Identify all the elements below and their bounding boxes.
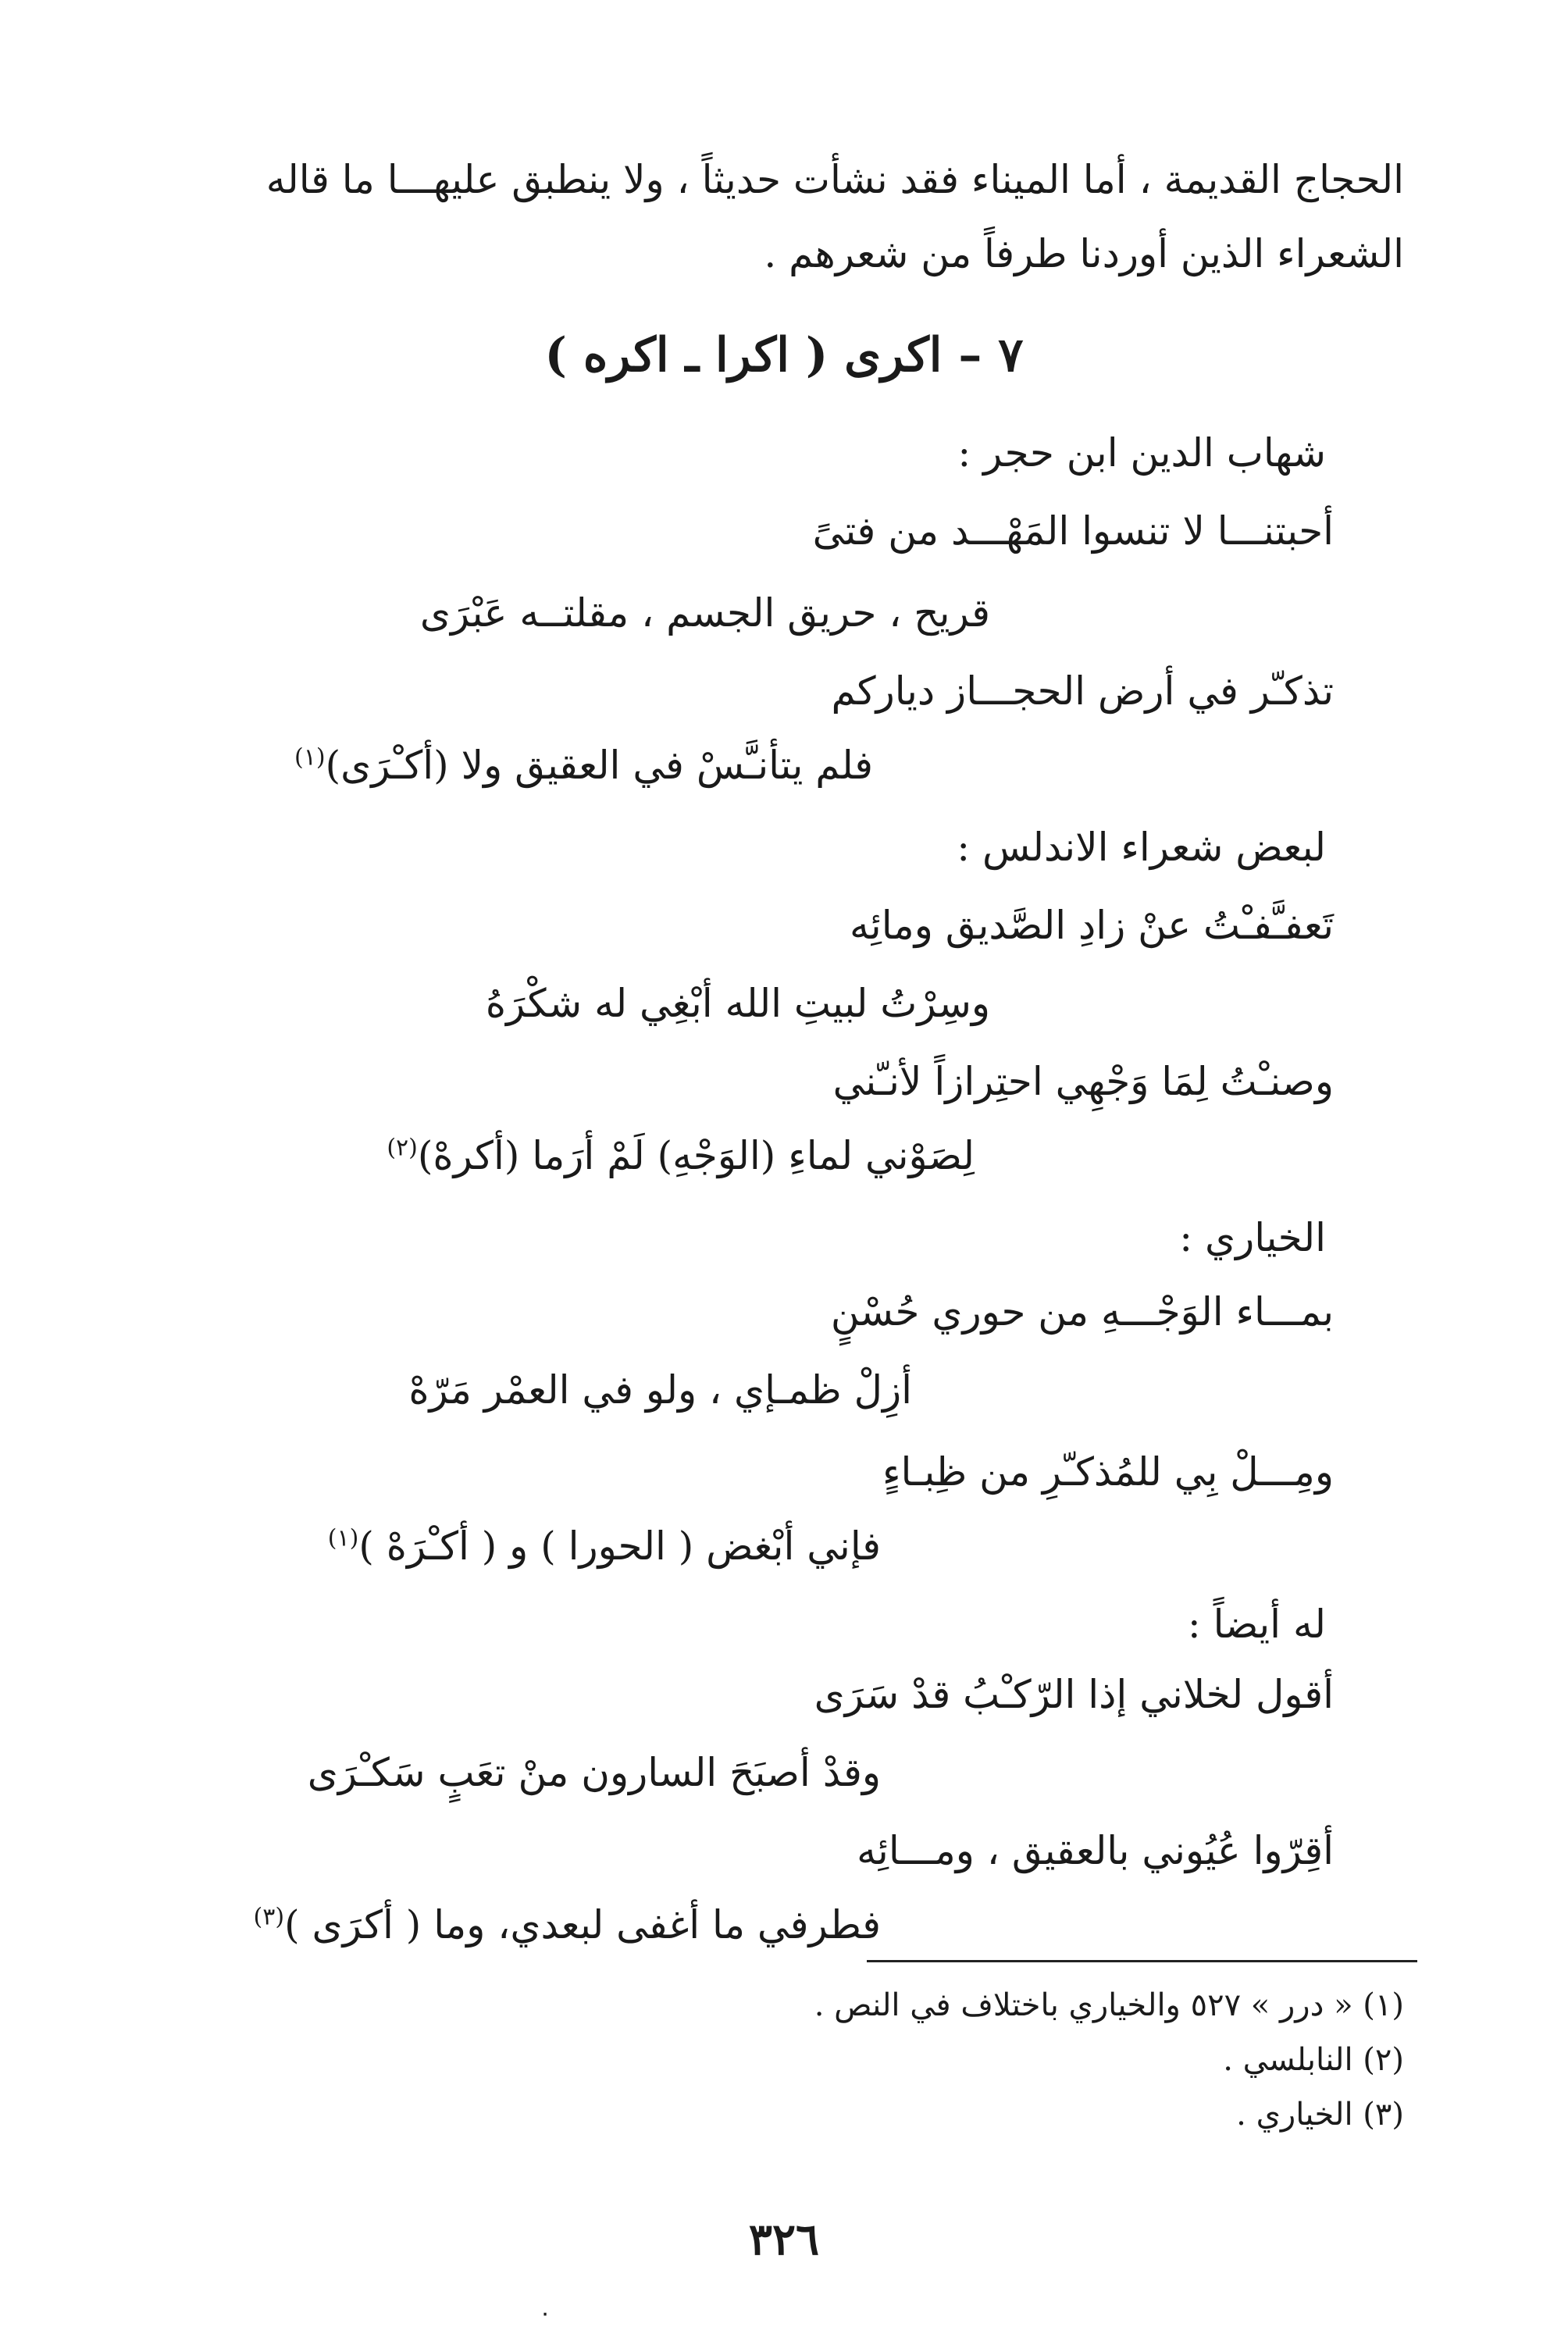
footnote-1: (١) « درر » ٥٢٧ والخياري باختلاف في النص .: [814, 1987, 1404, 2023]
poem2-line-4-text: لِصَوْني لماءِ (الوَجْهِ) لَمْ أرَما (أكرهْ): [417, 1133, 975, 1178]
poem4-line-1: أقول لخلاني إذا الرّكـْبُ قدْ سَرَى: [814, 1672, 1334, 1717]
poem2-line-1: تَعفـَّفـْتُ عنْ زادِ الصَّديق ومائِه: [849, 903, 1334, 948]
footnote-divider: [867, 1960, 1417, 1962]
poem2-footnote-mark: (٢): [387, 1134, 418, 1162]
poem2-line-3: وصنـْتُ لِمَا وَجْهِي احتِرازاً لأنـّني: [832, 1059, 1334, 1104]
poem1-footnote-mark: (١): [294, 743, 326, 772]
poem1-attribution: شهاب الدين ابن حجر :: [957, 430, 1326, 476]
poem1-line-4-text: فلم يتأنـَّسْ في العقيق ولا (أكـْرَى): [325, 743, 873, 788]
poem2-line-2: وسِرْتُ لبيتِ الله أبْغِي له شكْرَهُ: [485, 981, 990, 1026]
poem4-line-4-text: فطرفي ما أغفى لبعدي، وما ( أكرَى ): [284, 1902, 881, 1947]
poem3-line-1: بمـــاء الوَجْـــهِ من حوري حُسْنٍ: [830, 1289, 1334, 1335]
poem2-line-4: [387, 1133, 975, 1178]
footnote-2: (٢) النابلسي .: [1223, 2042, 1404, 2078]
footnote-3: (٣) الخياري .: [1236, 2097, 1404, 2133]
poem1-line-4: [294, 743, 873, 788]
poem4-line-4: [253, 1902, 881, 1947]
print-speck: ٠: [539, 2300, 552, 2327]
poem3-footnote-mark: (١): [327, 1524, 359, 1552]
poem1-line-2: قريح ، حريق الجسم ، مقلتــه عَبْرَى: [419, 590, 990, 636]
prose-line-1: الحجاج القديمة ، أما الميناء فقد نشأت حديثاً ، ولا ينطبق عليهـــا ما قاله: [265, 157, 1404, 202]
poem4-attribution: له أيضاً :: [1187, 1602, 1326, 1647]
poem3-line-3: ومِـــلْ بِي للمُذكـّرِ من ظِبـاءٍ: [882, 1449, 1334, 1495]
poem3-attribution: الخياري :: [1179, 1215, 1326, 1260]
poem1-line-3: تذكـّر في أرض الحجـــاز دياركم: [831, 668, 1334, 714]
poem3-line-4: [327, 1523, 881, 1569]
poem2-attribution: لبعض شعراء الاندلس :: [957, 825, 1326, 870]
poem4-line-2: وقدْ أصبَحَ السارون منْ تعَبٍ سَكـْرَى: [307, 1750, 881, 1795]
poem4-line-3: أقِرّوا عُيُوني بالعقيق ، ومـــائِه: [857, 1828, 1334, 1873]
section-heading: ٧ – اكرى ( اكرا ـ اكره ): [544, 328, 1024, 383]
prose-line-2: الشعراء الذين أوردنا طرفاً من شعرهم .: [764, 231, 1404, 276]
poem3-line-2: أزِلْ ظمـإي ، ولو في العمْر مَرّهْ: [408, 1367, 912, 1413]
poem4-footnote-mark: (٣): [253, 1903, 285, 1931]
poem1-line-1: أحبتنـــا لا تنسوا المَهْـــد من فتىً: [812, 508, 1334, 554]
page-number: ٣٢٦: [748, 2214, 820, 2265]
poem3-line-4-text: فإني أبْغض ( الحورا ) و ( أكـْرَهْ ): [358, 1523, 881, 1569]
